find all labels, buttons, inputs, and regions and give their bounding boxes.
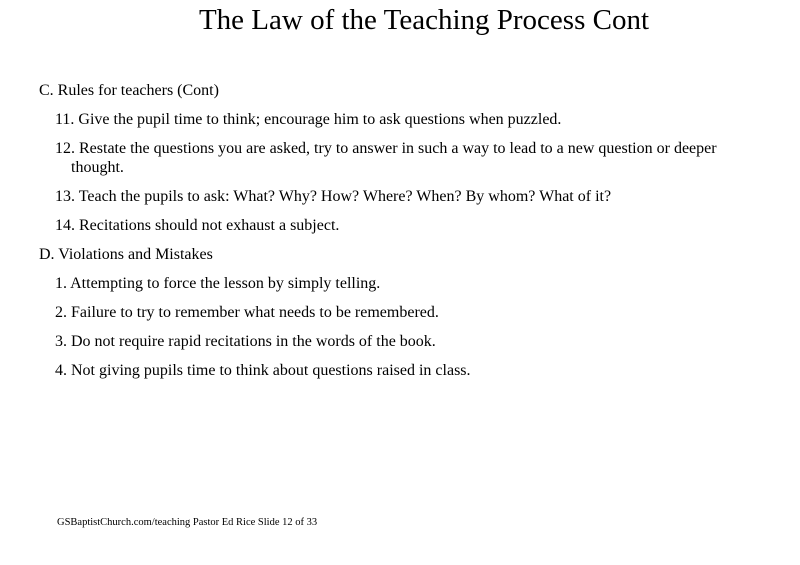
- section-heading-violations: D. Violations and Mistakes: [39, 246, 213, 263]
- rule-item-13: 13. Teach the pupils to ask: What? Why? How? Where? When? By whom? What of it?: [55, 188, 612, 205]
- mistake-item-1: 1. Attempting to force the lesson by simply telling.: [55, 275, 381, 292]
- mistake-item-4: 4. Not giving pupils time to think about questions raised in class.: [55, 362, 471, 379]
- rule-item-11: 11. Give the pupil time to think; encourage him to ask questions when puzzled.: [55, 111, 562, 128]
- rule-item-12: 12. Restate the questions you are asked, try to answer in such a way to lead to a new question or deeper thought.: [55, 140, 717, 176]
- section-heading-rules: C. Rules for teachers (Cont): [39, 82, 219, 99]
- slide-content: [39, 81, 759, 390]
- mistakes-list: [39, 274, 759, 380]
- mistake-item-2: 2. Failure to try to remember what needs to be remembered.: [55, 304, 439, 321]
- rules-list: [39, 110, 759, 235]
- slide-footer: GSBaptistChurch.com/teaching Pastor Ed Rice Slide 12 of 33: [57, 517, 318, 528]
- slide-title: The Law of the Teaching Process Cont: [198, 4, 650, 36]
- mistake-item-3: 3. Do not require rapid recitations in the words of the book.: [55, 333, 436, 350]
- rule-item-14: 14. Recitations should not exhaust a subject.: [55, 217, 340, 234]
